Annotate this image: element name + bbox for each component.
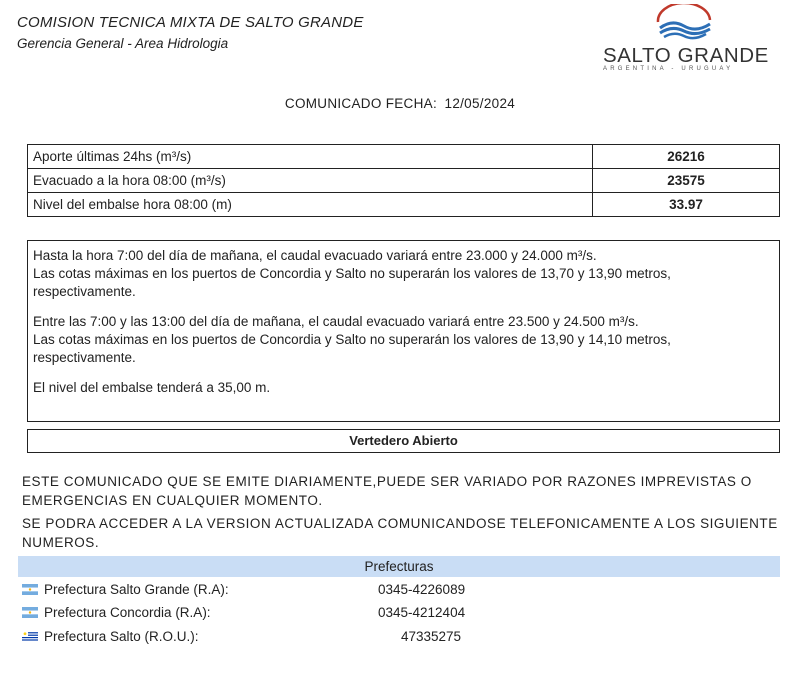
prefectura-phone: 47335275 [401,629,462,644]
measurement-label: Aporte últimas 24hs (m³/s) [28,145,593,169]
logo-subtitle: ARGENTINA - URUGUAY [603,66,734,72]
logo-name: SALTO GRANDE [603,44,769,67]
measurement-value: 23575 [593,169,780,193]
prefecturas-header: Prefecturas [18,556,780,577]
comunicado-label: COMUNICADO FECHA: [284,96,437,111]
prefectura-name: Prefectura Salto (R.O.U.): [44,629,199,644]
prefectura-name: Prefectura Concordia (R.A): [44,605,211,620]
prefectura-phone: 0345-4212404 [378,605,466,620]
header [17,14,364,51]
comunicado-date-line [0,96,800,111]
prefectura-name: Prefectura Salto Grande (R.A): [44,582,229,597]
prefectura-phone: 0345-4226089 [378,582,466,597]
spillway-status: Vertedero Abierto [27,429,780,453]
notice-variation: ESTE COMUNICADO QUE SE EMITE DIARIAMENTE,PUEDE SER VARIADO POR RAZONES IMPREVISTAS O EMERGENCIAS EN CUALQUIER MOMENTO. [22,474,752,508]
argentina-flag-icon [22,607,38,618]
measurement-value: 26216 [593,145,780,169]
measurement-value: 33.97 [593,193,780,217]
table-row [28,145,780,169]
organization-name: COMISION TECNICA MIXTA DE SALTO GRANDE [17,14,364,31]
forecast-paragraph: El nivel del embalse tenderá a 35,00 m. [33,380,271,395]
notice-phone: SE PODRA ACCEDER A LA VERSION ACTUALIZADA COMUNICANDOSE TELEFONICAMENTE A LOS SIGUIENTE NUMEROS. [22,516,778,550]
argentina-flag-icon [22,584,38,595]
measurement-label: Nivel del embalse hora 08:00 (m) [28,193,593,217]
measurements-table [27,144,780,217]
forecast-paragraph: Hasta la hora 7:00 del día de mañana, el caudal evacuado variará entre 23.000 y 24.000 m³/s. Las cotas máximas en los puertos de Concordia y Salto no superarán los valores de 13,70 y 13,90 metros, respectivamente. [33,248,671,299]
uruguay-flag-icon [22,631,38,642]
comunicado-date: 12/05/2024 [444,96,516,111]
table-row [28,169,780,193]
waves-logo-icon [654,4,714,40]
forecast-box [27,240,780,422]
measurement-label: Evacuado a la hora 08:00 (m³/s) [28,169,593,193]
table-row [28,193,780,217]
forecast-paragraph: Entre las 7:00 y las 13:00 del día de mañana, el caudal evacuado variará entre 23.500 y 24.500 m³/s. Las cotas máximas en los puertos de Concordia y Salto no superarán los valores de 13,90 y 14,10 metros, respectivamente. [33,314,671,365]
department-name: Gerencia General - Area Hidrologia [17,36,229,51]
salto-grande-logo [598,4,768,74]
